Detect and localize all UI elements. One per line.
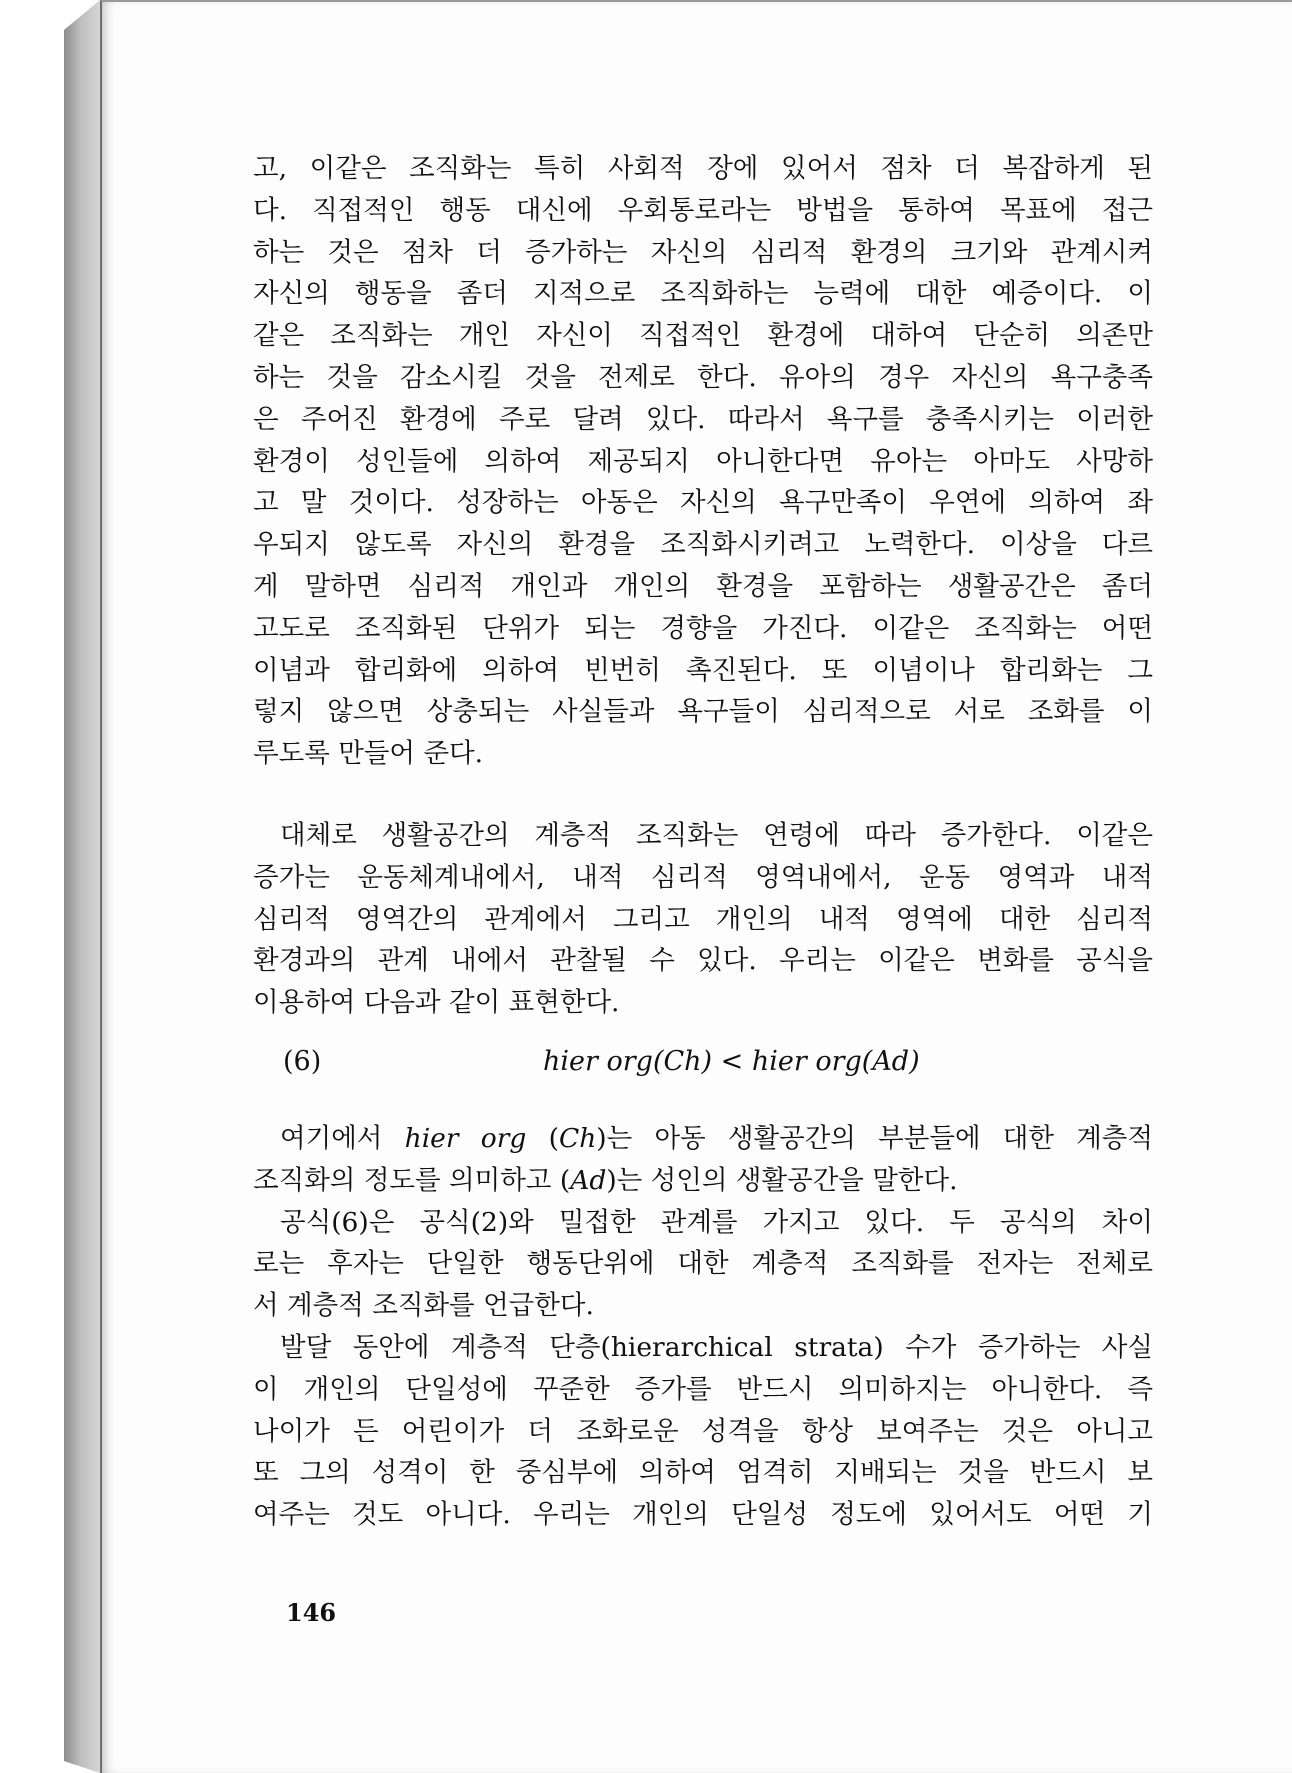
text-line: 하는 것은 점차 더 증가하는 자신의 심리적 환경의 크기와 관계시켜 [253, 236, 1153, 268]
paragraph-gap [253, 775, 1153, 815]
text-segment: 여기에서 [280, 1122, 405, 1154]
text-line: 루도록 만들어 준다. [253, 738, 484, 770]
text-line: 대체로 생활공간의 계층적 조직화는 연령에 따라 증가한다. 이같은 [280, 819, 1153, 851]
paragraph-2 [253, 815, 1153, 1024]
text-line: 공식(6)은 공식(2)와 밀접한 관계를 가지고 있다. 두 공식의 차이 [280, 1206, 1153, 1238]
text-segment: 조직화의 정도를 의미하고 ( [253, 1164, 571, 1196]
paragraph-3 [253, 1118, 1153, 1202]
paragraph-1 [253, 148, 1153, 775]
text-line: 환경이 성인들에 의하여 제공되지 아니한다면 유아는 아마도 사망하 [253, 445, 1153, 477]
text-segment: ( [548, 1122, 559, 1154]
text-line: 자신의 행동을 좀더 지적으로 조직화하는 능력에 대한 예증이다. 이 [253, 278, 1153, 310]
formula-number: (6) [283, 1045, 322, 1077]
paragraph-4 [253, 1202, 1153, 1327]
text-line: 같은 조직화는 개인 자신이 직접적인 환경에 대하여 단순히 의존만 [253, 320, 1153, 352]
italic-term: Ch [558, 1122, 597, 1154]
text-line: 여주는 것도 아니다. 우리는 개인의 단일성 정도에 있어서도 어떤 기 [253, 1499, 1153, 1531]
italic-term: Ad [570, 1164, 607, 1196]
text-segment: )는 성인의 생활공간을 말한다. [606, 1164, 958, 1196]
text-line: 환경과의 관계 내에서 관찰될 수 있다. 우리는 이같은 변화를 공식을 [253, 945, 1153, 977]
text-line: 하는 것을 감소시킬 것을 전제로 한다. 유아의 경우 자신의 욕구충족 [253, 361, 1153, 393]
italic-term: hier org [404, 1122, 549, 1154]
text-line: 우되지 않도록 자신의 환경을 조직화시키려고 노력한다. 이상을 다르 [253, 529, 1153, 561]
text-segment: )는 아동 생활공간의 부분들에 대한 계층적 [596, 1122, 1154, 1154]
text-line: 고, 이같은 조직화는 특히 사회적 장에 있어서 점차 더 복잡하게 된 [253, 153, 1153, 184]
text-line: 고 말 것이다. 성장하는 아동은 자신의 욕구만족이 우연에 의하여 좌 [253, 487, 1153, 519]
formula-expression: hier org(Ch) < hier org(Ad) [543, 1045, 920, 1077]
paragraph-5 [253, 1327, 1153, 1536]
text-line: 이 개인의 단일성에 꾸준한 증가를 반드시 의미하지는 아니한다. 즉 [253, 1373, 1153, 1405]
text-line: 은 주어진 환경에 주로 달려 있다. 따라서 욕구를 충족시키는 이러한 [253, 403, 1153, 435]
book-spine [64, 0, 100, 1773]
text-line: 나이가 든 어린이가 더 조화로운 성격을 항상 보여주는 것은 아니고 [253, 1415, 1153, 1447]
page-text [253, 148, 1153, 1536]
text-line: 렇지 않으면 상충되는 사실들과 욕구들이 심리적으로 서로 조화를 이 [253, 696, 1153, 728]
text-line: 또 그의 성격이 한 중심부에 의하여 엄격히 지배되는 것을 반드시 보 [253, 1457, 1153, 1489]
text-line [253, 1118, 1153, 1160]
text-line: 발달 동안에 계층적 단층(hierarchical strata) 수가 증가하는 사실 [280, 1331, 1153, 1363]
formula [253, 1038, 1153, 1100]
text-line: 증가는 운동체계내에서, 내적 심리적 영역내에서, 운동 영역과 내적 [253, 861, 1153, 893]
text-line [253, 1160, 1153, 1202]
text-line: 고도로 조직화된 단위가 되는 경향을 가진다. 이같은 조직화는 어떤 [253, 612, 1153, 644]
text-line: 이념과 합리화에 의하여 빈번히 촉진된다. 또 이념이나 합리화는 그 [253, 654, 1153, 686]
page-number: 146 [286, 1598, 337, 1627]
text-line: 서 계층적 조직화를 언급한다. [253, 1290, 594, 1322]
text-line: 이용하여 다음과 같이 표현한다. [253, 987, 620, 1019]
text-line: 로는 후자는 단일한 행동단위에 대한 계층적 조직화를 전자는 전체로 [253, 1248, 1153, 1280]
text-line: 게 말하면 심리적 개인과 개인의 환경을 포함하는 생활공간은 좀더 [253, 570, 1153, 602]
text-line: 심리적 영역간의 관계에서 그리고 개인의 내적 영역에 대한 심리적 [253, 903, 1153, 935]
text-line: 다. 직접적인 행동 대신에 우회통로라는 방법을 통하여 목표에 접근 [253, 194, 1153, 226]
